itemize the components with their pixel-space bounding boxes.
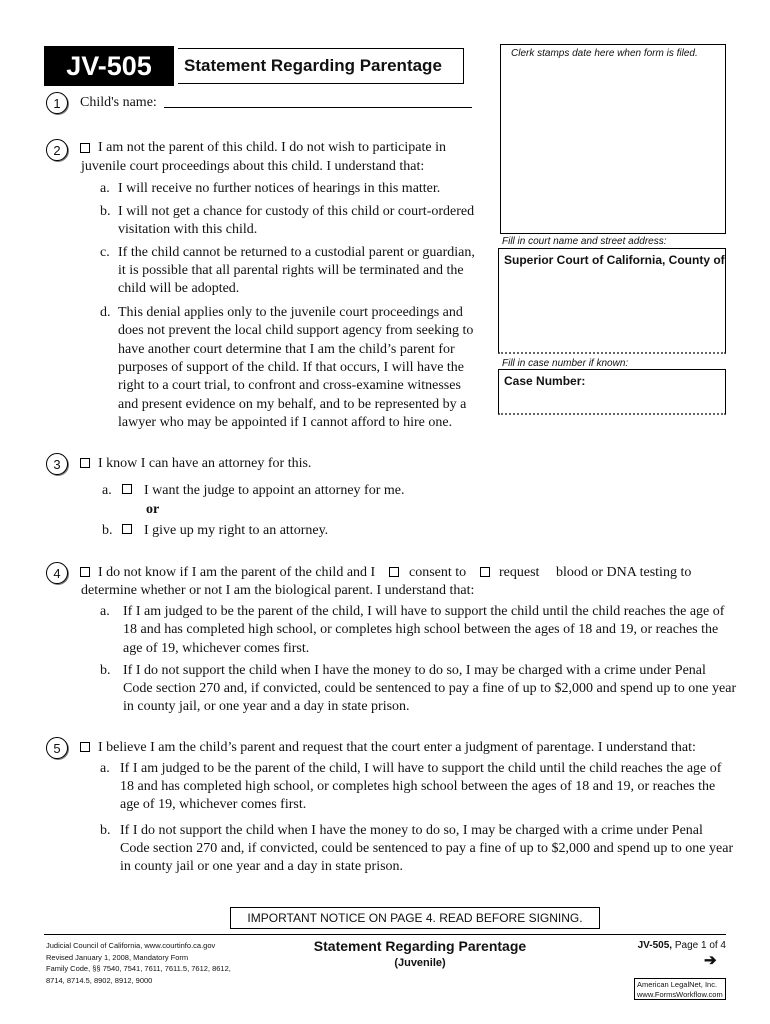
case-hint: Fill in case number if known: bbox=[502, 358, 629, 369]
footer-divider bbox=[44, 934, 726, 935]
item5-b-text2: Code section 270 and, if convicted, could be sentenced to pay a fine of up to $2,000 and spend up to one year bbox=[120, 841, 734, 856]
item4-consent-label: consent to bbox=[409, 565, 467, 580]
next-page-arrow-icon[interactable]: ➔ bbox=[704, 952, 717, 969]
case-number-field[interactable] bbox=[498, 369, 726, 415]
court-hint: Fill in court name and street address: bbox=[502, 236, 667, 247]
item2-c-letter: c. bbox=[100, 245, 110, 260]
item3-b-checkbox[interactable] bbox=[122, 524, 132, 534]
item-number-4: 4 bbox=[46, 562, 68, 584]
item2-b-text2: visitation with this child. bbox=[118, 222, 258, 237]
item4-b-text3: in county jail, or one year and a day in state prison. bbox=[123, 699, 410, 714]
item4-a-text3: age of 19, whichever comes first. bbox=[123, 641, 310, 656]
item2-c-text2: it is possible that all parental rights will be terminated and the bbox=[118, 263, 464, 278]
item3-a-text: I want the judge to appoint an attorney for me. bbox=[144, 483, 405, 498]
footer-left-line1: Judicial Council of California, www.courtinfo.ca.gov bbox=[46, 941, 216, 950]
item4-line1-post: blood or DNA testing to bbox=[556, 565, 692, 580]
item2-line1: I am not the parent of this child. I do not wish to participate in bbox=[98, 140, 446, 155]
form-title: Statement Regarding Parentage bbox=[178, 48, 464, 84]
case-number-label: Case Number: bbox=[504, 374, 586, 388]
form-id-badge: JV-505 bbox=[44, 46, 174, 86]
child-name-input[interactable] bbox=[164, 90, 472, 108]
item2-d-text7: lawyer who may be appointed if I cannot afford to hire one. bbox=[118, 415, 453, 430]
child-name-label: Child's name: bbox=[80, 95, 157, 110]
item2-d-text6: and present evidence on my behalf, and to be represented by a bbox=[118, 397, 467, 412]
item2-a-text: I will receive no further notices of hearings in this matter. bbox=[118, 181, 441, 196]
item2-c-text3: child will be adopted. bbox=[118, 281, 240, 296]
item4-checkbox[interactable] bbox=[80, 567, 90, 577]
item2-d-text3: have another court determine that I am the child’s parent for bbox=[118, 342, 455, 357]
item2-d-letter: d. bbox=[100, 305, 111, 320]
item-number-1: 1 bbox=[46, 92, 68, 114]
item2-d-text4: purposes of support of the child. If that occurs, I will have the bbox=[118, 360, 465, 375]
item5-a-text3: age of 19, whichever comes first. bbox=[120, 797, 307, 812]
footer-left-line4: 8714, 8714.5, 8902, 8912, 9000 bbox=[46, 975, 153, 985]
item5-a-text1: If I am judged to be the parent of the child, I will have to support the child until the child reaches the age of bbox=[120, 761, 722, 776]
publisher-box bbox=[634, 978, 726, 1000]
item4-a-text1: If I am judged to be the parent of the child, I will have to support the child until the child reaches the age of bbox=[123, 604, 725, 619]
item4-a-text2: 18 and has completed high school, or completes high school between the ages of 18 and 19, or reaches the bbox=[123, 622, 719, 637]
item4-a-letter: a. bbox=[100, 604, 110, 619]
item5-b-text3: in county jail or one year and a day in state prison. bbox=[120, 859, 404, 874]
item2-d-text2: does not prevent the local child support agency from seeking to bbox=[118, 323, 474, 338]
item3-line1: I know I can have an attorney for this. bbox=[98, 456, 312, 471]
item5-b-text1: If I do not support the child when I have the money to do so, I may be charged with a crime under Penal bbox=[120, 823, 703, 838]
item2-b-text1: I will not get a chance for custody of this child or court-ordered bbox=[118, 204, 475, 219]
item2-a-letter: a. bbox=[100, 181, 110, 196]
clerk-stamp-box bbox=[500, 44, 726, 234]
footer-left-line3: Family Code, §§ 7540, 7541, 7611, 7611.5, 7612, 8612, bbox=[46, 964, 231, 973]
item2-d-text5: right to a court trial, to confront and cross-examine witnesses bbox=[118, 378, 461, 393]
footer-form-id: JV-505, bbox=[637, 940, 673, 951]
item2-d-text1: This denial applies only to the juvenile court proceedings and bbox=[118, 305, 463, 320]
footer-subtitle: (Juvenile) bbox=[394, 957, 446, 969]
item4-b-text2: Code section 270 and, if convicted, could be sentenced to pay a fine of up to $2,000 and spend up to one year bbox=[123, 681, 737, 696]
court-name-field[interactable] bbox=[498, 248, 726, 354]
item3-a-letter: a. bbox=[102, 483, 112, 498]
footer-page-info bbox=[620, 940, 726, 951]
footer-left bbox=[46, 940, 231, 986]
item-number-5: 5 bbox=[46, 737, 68, 759]
court-name-label: Superior Court of California, County of bbox=[504, 253, 725, 267]
item3-or: or bbox=[146, 502, 160, 517]
item4-line2: determine whether or not I am the biological parent. I understand that: bbox=[81, 583, 475, 598]
item2-line2: juvenile court proceedings about this child. I understand that: bbox=[81, 159, 425, 174]
publisher-line2: www.FormsWorkflow.com bbox=[637, 989, 723, 999]
item-number-2: 2 bbox=[46, 139, 68, 161]
footer-left-line2: Revised January 1, 2008, Mandatory Form bbox=[46, 952, 189, 962]
footer-title: Statement Regarding Parentage bbox=[313, 938, 527, 954]
footer-page-number: Page 1 of 4 bbox=[674, 940, 726, 951]
item4-request-checkbox[interactable] bbox=[480, 567, 490, 577]
item3-checkbox[interactable] bbox=[80, 458, 90, 468]
item-number-3: 3 bbox=[46, 453, 68, 475]
item3-a-checkbox[interactable] bbox=[122, 484, 132, 494]
item4-line1-pre: I do not know if I am the parent of the child and I bbox=[98, 565, 376, 580]
clerk-stamp-label: Clerk stamps date here when form is filed. bbox=[511, 48, 698, 59]
item2-b-letter: b. bbox=[100, 204, 111, 219]
item5-b-letter: b. bbox=[100, 823, 111, 838]
item3-b-letter: b. bbox=[102, 523, 113, 538]
item5-a-text2: 18 and has completed high school, or completes high school between the ages of 18 and 19, or reaches the bbox=[120, 779, 716, 794]
important-notice: IMPORTANT NOTICE ON PAGE 4. READ BEFORE SIGNING. bbox=[230, 907, 600, 929]
item4-b-text1: If I do not support the child when I have the money to do so, I may be charged with a crime under Penal bbox=[123, 663, 706, 678]
item3-b-text: I give up my right to an attorney. bbox=[144, 523, 329, 538]
item5-a-letter: a. bbox=[100, 761, 110, 776]
item5-checkbox[interactable] bbox=[80, 742, 90, 752]
item2-c-text1: If the child cannot be returned to a custodial parent or guardian, bbox=[118, 245, 475, 260]
item4-request-label: request bbox=[499, 565, 540, 580]
item5-line1: I believe I am the child’s parent and request that the court enter a judgment of parentage. I understand that: bbox=[98, 740, 696, 755]
publisher-line1: American LegalNet, Inc. bbox=[637, 980, 718, 989]
item4-consent-checkbox[interactable] bbox=[389, 567, 399, 577]
item4-b-letter: b. bbox=[100, 663, 111, 678]
item2-checkbox[interactable] bbox=[80, 143, 90, 153]
